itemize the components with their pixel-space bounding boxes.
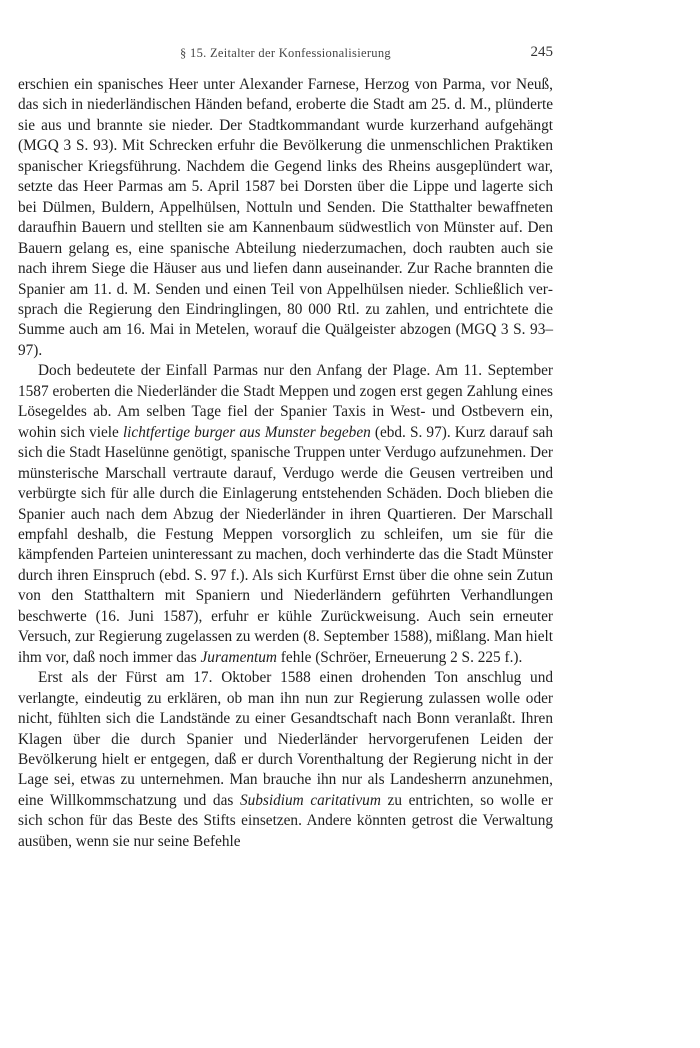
paragraph — [18, 75, 553, 361]
paragraph-text: Doch bedeutete der Einfall Parmas nur den Anfang der Plage. Am 11. September 1587 eroberten die Niederländer die Stadt Meppen und zogen erst gegen Zahlung eines Lösegeldes ab. Am selben Tage fiel der Spanier Taxis in West- und Ostbevern ein, wohin sich viele — [18, 362, 553, 441]
paragraph — [18, 668, 553, 852]
body-text — [18, 75, 553, 852]
quoted-phrase: lichtfertige burger aus Munster begeben — [122, 423, 371, 441]
running-title: § 15. Zeitalter der Konfessionalisierung — [180, 46, 391, 60]
paragraph-text: Erst als der Fürst am 17. Oktober 1588 einen drohenden Ton anschlug und verlangte, eindeutig zu erklären, ob man ihn nun zur Regierung zulassen wolle oder nicht, fühlten sich die Landstände zu einer Gesandtschaft nach Bonn veranlaßt. Ihren Klagen über die durch Spanier und Niederländer hervorgerufenen Leiden der Bevölkerung hielt er entgegen, daß er durch Vorenthaltung der Regierung nicht in der Lage sei, etwas zu unternehmen. Man brauche ihn nur als Landesherrn anzunehmen, eine Willkommschatzung und das — [18, 669, 553, 809]
paragraph — [18, 361, 553, 668]
paragraph-text: fehle (Schröer, Erneuerung 2 S. 225 f.). — [276, 648, 523, 666]
quoted-phrase: Subsidium caritativum — [239, 791, 381, 809]
quoted-phrase: Juramentum — [200, 648, 277, 666]
paragraph-text: (ebd. S. 97). Kurz darauf sah sich die Stadt Haselünne genötigt, spanische Truppen unter Verdugo aufzunehmen. Der münsterische Marschall vertraute darauf, Verdugo werde die Geusen vertreiben und verbürgte sich für alle durch die Einlagerung entstehenden Schäden. Doch blieben die Spanier auch nach dem Abzug der Niederländer in ihren Quartieren. Der Marschall empfahl deshalb, die Festung Meppen vorsorglich zu schleifen, um sie für die kämpfenden Parteien uninteressant zu machen, doch verhinderte das die Stadt Münster durch ihren Einspruch (ebd. S. 97 f.). Als sich Kurfürst Ernst über die ohne sein Zutun von den Statthaltern mit Spaniern und Niederländern geführten Verhandlungen beschwerte (16. Juni 1587), erfuhr er kühle Zurückweisung. Auch sein erneuter Versuch, zur Regierung zugelassen zu werden (8. September 1588), mißlang. Man hielt ihm vor, daß noch immer das — [18, 423, 553, 666]
paragraph-text: zu entrichten, so wolle er sich schon für das Beste des Stifts einsetzen. Andere könnten getrost die Verwaltung ausüben, wenn sie nur seine Befehle — [18, 791, 554, 850]
page-number: 245 — [530, 44, 553, 60]
running-head — [18, 44, 553, 66]
paragraph-text: erschien ein spanisches Heer unter Alexander Farnese, Herzog von Parma, vor Neuß, das sich in niederländischen Händen befand, eroberte die Stadt am 25. d. M., plünderte sie aus und brannte sie nieder. Der Stadtkommandant wurde kurzerhand aufgehängt (MGQ 3 S. 93). Mit Schrecken erfuhr die Bevölkerung die unmenschlichen Praktiken spanischer Kriegsführung. Nachdem die Gegend links des Rheins ausgeplündert war, setzte das Heer Parmas am 5. April 1587 bei Dorsten über die Lippe und lagerte sich bei Dülmen, Buldern, Appelhülsen, Nottuln und Senden. Die Statthalter bewaffneten daraufhin Bauern und stellten sie am Kannenbaum südwestlich von Münster auf. Den Bauern gelang es, eine spanische Abteilung niederzumachen, doch raubten auch sie nach ihrem Siege die Häuser aus und liefen dann auseinander. Zur Rache brannten die Spanier am 11. d. M. Senden und einen Teil von Appelhülsen nieder. Schließlich versprach die Regierung den Eindringlingen, 80 000 Rtl. zu zahlen, und entrichtete die Summe auch am 16. Mai in Metelen, worauf die Quälgeister abzogen (MGQ 3 S. 93–97). — [18, 76, 553, 359]
